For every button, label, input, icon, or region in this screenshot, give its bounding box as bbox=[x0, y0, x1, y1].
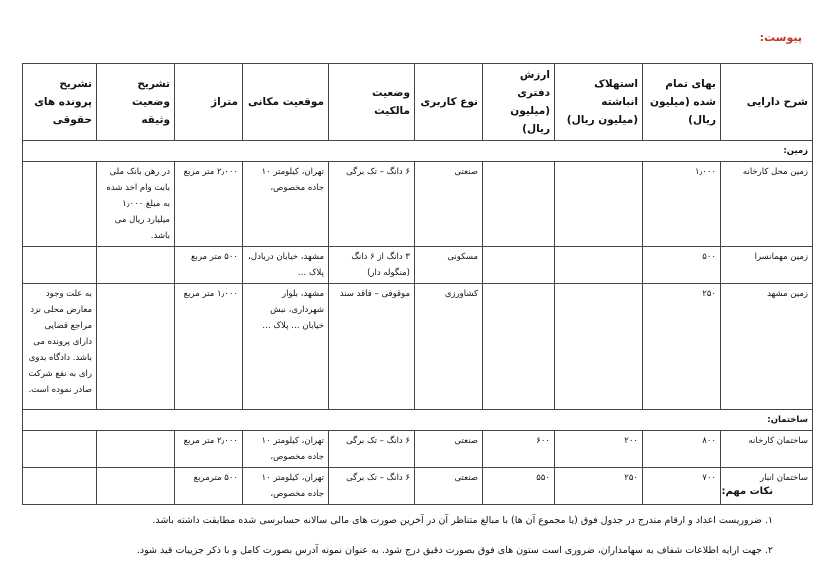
table-cell: موقوفی – فاقد سند bbox=[329, 284, 415, 410]
table-cell bbox=[483, 162, 555, 247]
header-cell: تشریح وضعیت وثیقه bbox=[97, 64, 175, 141]
table-cell bbox=[23, 468, 97, 505]
section-row-land bbox=[23, 141, 813, 162]
header-cell: ارزش دفتری (میلیون ریال) bbox=[483, 64, 555, 141]
section-row-building bbox=[23, 410, 813, 431]
section-label-building: ساختمان: bbox=[23, 410, 813, 431]
table-cell bbox=[97, 468, 175, 505]
header-cell: موقعیت مکانی bbox=[243, 64, 329, 141]
table-cell: به علت وجود معارض محلی نزد مراجع قضایی دارای پرونده می باشد. دادگاه بدوی رای به نفع شرکت صادر نموده است. bbox=[23, 284, 97, 410]
table-cell: تهران، کیلومتر ۱۰ جاده مخصوص، bbox=[243, 431, 329, 468]
table-row bbox=[23, 431, 813, 468]
table-cell: ۱٫۰۰۰ متر مربع bbox=[175, 284, 243, 410]
table-cell: تهران، کیلومتر ۱۰ جاده مخصوص، bbox=[243, 468, 329, 505]
section-label-land: زمین: bbox=[23, 141, 813, 162]
table-cell: زمین محل کارخانه bbox=[721, 162, 813, 247]
table-cell: مسکونی bbox=[415, 247, 483, 284]
table-cell: ۶ دانگ – تک برگی bbox=[329, 162, 415, 247]
table-cell: کشاورزی bbox=[415, 284, 483, 410]
table-cell: ۵۰۰ متر مربع bbox=[175, 247, 243, 284]
table-cell bbox=[23, 162, 97, 247]
note-item: ۲. جهت ارایه اطلاعات شفاف به سهامداران، ضروری است ستون های فوق بصورت دقیق درج شود. به عنوان نمونه آدرس بصورت کامل و با ذکر جزییات قید شود. bbox=[136, 545, 773, 556]
table-cell: ۲٫۰۰۰ متر مربع bbox=[175, 431, 243, 468]
table-cell: ۵۵۰ bbox=[483, 468, 555, 505]
table-row bbox=[23, 162, 813, 247]
table-cell: در رهن بانک ملی بابت وام اخذ شده به مبلغ ۱٫۰۰۰ میلیارد ریال می باشد. bbox=[97, 162, 175, 247]
header-cell: شرح دارایی bbox=[721, 64, 813, 141]
note-item: ۱. ضروریست اعداد و ارقام مندرج در جدول فوق (یا مجموع آن ها) با مبالغ متناظر آن در آخرین صورت های مالی سالانه حسابرسی شده مطابقت داشته باشد. bbox=[152, 515, 773, 526]
table-cell bbox=[555, 162, 643, 247]
table-cell bbox=[23, 431, 97, 468]
table-cell bbox=[483, 284, 555, 410]
table-cell: مشهد، بلوار شهرداری، نبش خیابان … پلاک … bbox=[243, 284, 329, 410]
table-cell: ۲۵۰ bbox=[643, 284, 721, 410]
table-cell bbox=[97, 284, 175, 410]
table-cell: ۶۰۰ bbox=[483, 431, 555, 468]
notes-title: نکات مهم: bbox=[721, 486, 773, 497]
table-cell bbox=[483, 247, 555, 284]
table-cell: مشهد، خیابان دریادل، پلاک … bbox=[243, 247, 329, 284]
assets-table bbox=[22, 63, 813, 505]
table-cell bbox=[555, 284, 643, 410]
header-cell: نوع کاربری bbox=[415, 64, 483, 141]
table-cell: ۲۰۰ bbox=[555, 431, 643, 468]
table-row bbox=[23, 468, 813, 505]
table-cell: ۷۰۰ bbox=[643, 468, 721, 505]
table-cell: زمین مهمانسرا bbox=[721, 247, 813, 284]
table-cell: ۶ دانگ – تک برگی bbox=[329, 431, 415, 468]
header-cell: تشریح پرونده های حقوقی bbox=[23, 64, 97, 141]
table-cell: تهران، کیلومتر ۱۰ جاده مخصوص، bbox=[243, 162, 329, 247]
table-cell: ۳ دانگ از ۶ دانگ (منگوله دار) bbox=[329, 247, 415, 284]
table-cell bbox=[555, 247, 643, 284]
table-cell: صنعتی bbox=[415, 431, 483, 468]
table-cell: صنعتی bbox=[415, 468, 483, 505]
table-row bbox=[23, 247, 813, 284]
table-cell: ساختمان انبار bbox=[721, 468, 813, 505]
header-cell: وضعیت مالکیت bbox=[329, 64, 415, 141]
attachment-title: پیوست: bbox=[759, 31, 802, 44]
table-cell: ۲۵۰ bbox=[555, 468, 643, 505]
table-row bbox=[23, 284, 813, 410]
table-cell: ۵۰۰ مترمربع bbox=[175, 468, 243, 505]
table-cell: ۱٫۰۰۰ bbox=[643, 162, 721, 247]
header-cell: استهلاک انباشته (میلیون ریال) bbox=[555, 64, 643, 141]
table-cell: ۸۰۰ bbox=[643, 431, 721, 468]
table-header-row bbox=[23, 64, 813, 141]
table-cell: زمین مشهد bbox=[721, 284, 813, 410]
table-cell bbox=[97, 431, 175, 468]
table-cell: ۲٫۰۰۰ متر مربع bbox=[175, 162, 243, 247]
table-cell bbox=[23, 247, 97, 284]
table-cell: ۶ دانگ – تک برگی bbox=[329, 468, 415, 505]
header-cell: متراژ bbox=[175, 64, 243, 141]
table-cell bbox=[97, 247, 175, 284]
table-cell: ساختمان کارخانه bbox=[721, 431, 813, 468]
table-cell: ۵۰۰ bbox=[643, 247, 721, 284]
header-cell: بهای تمام شده (میلیون ریال) bbox=[643, 64, 721, 141]
table-cell: صنعتی bbox=[415, 162, 483, 247]
